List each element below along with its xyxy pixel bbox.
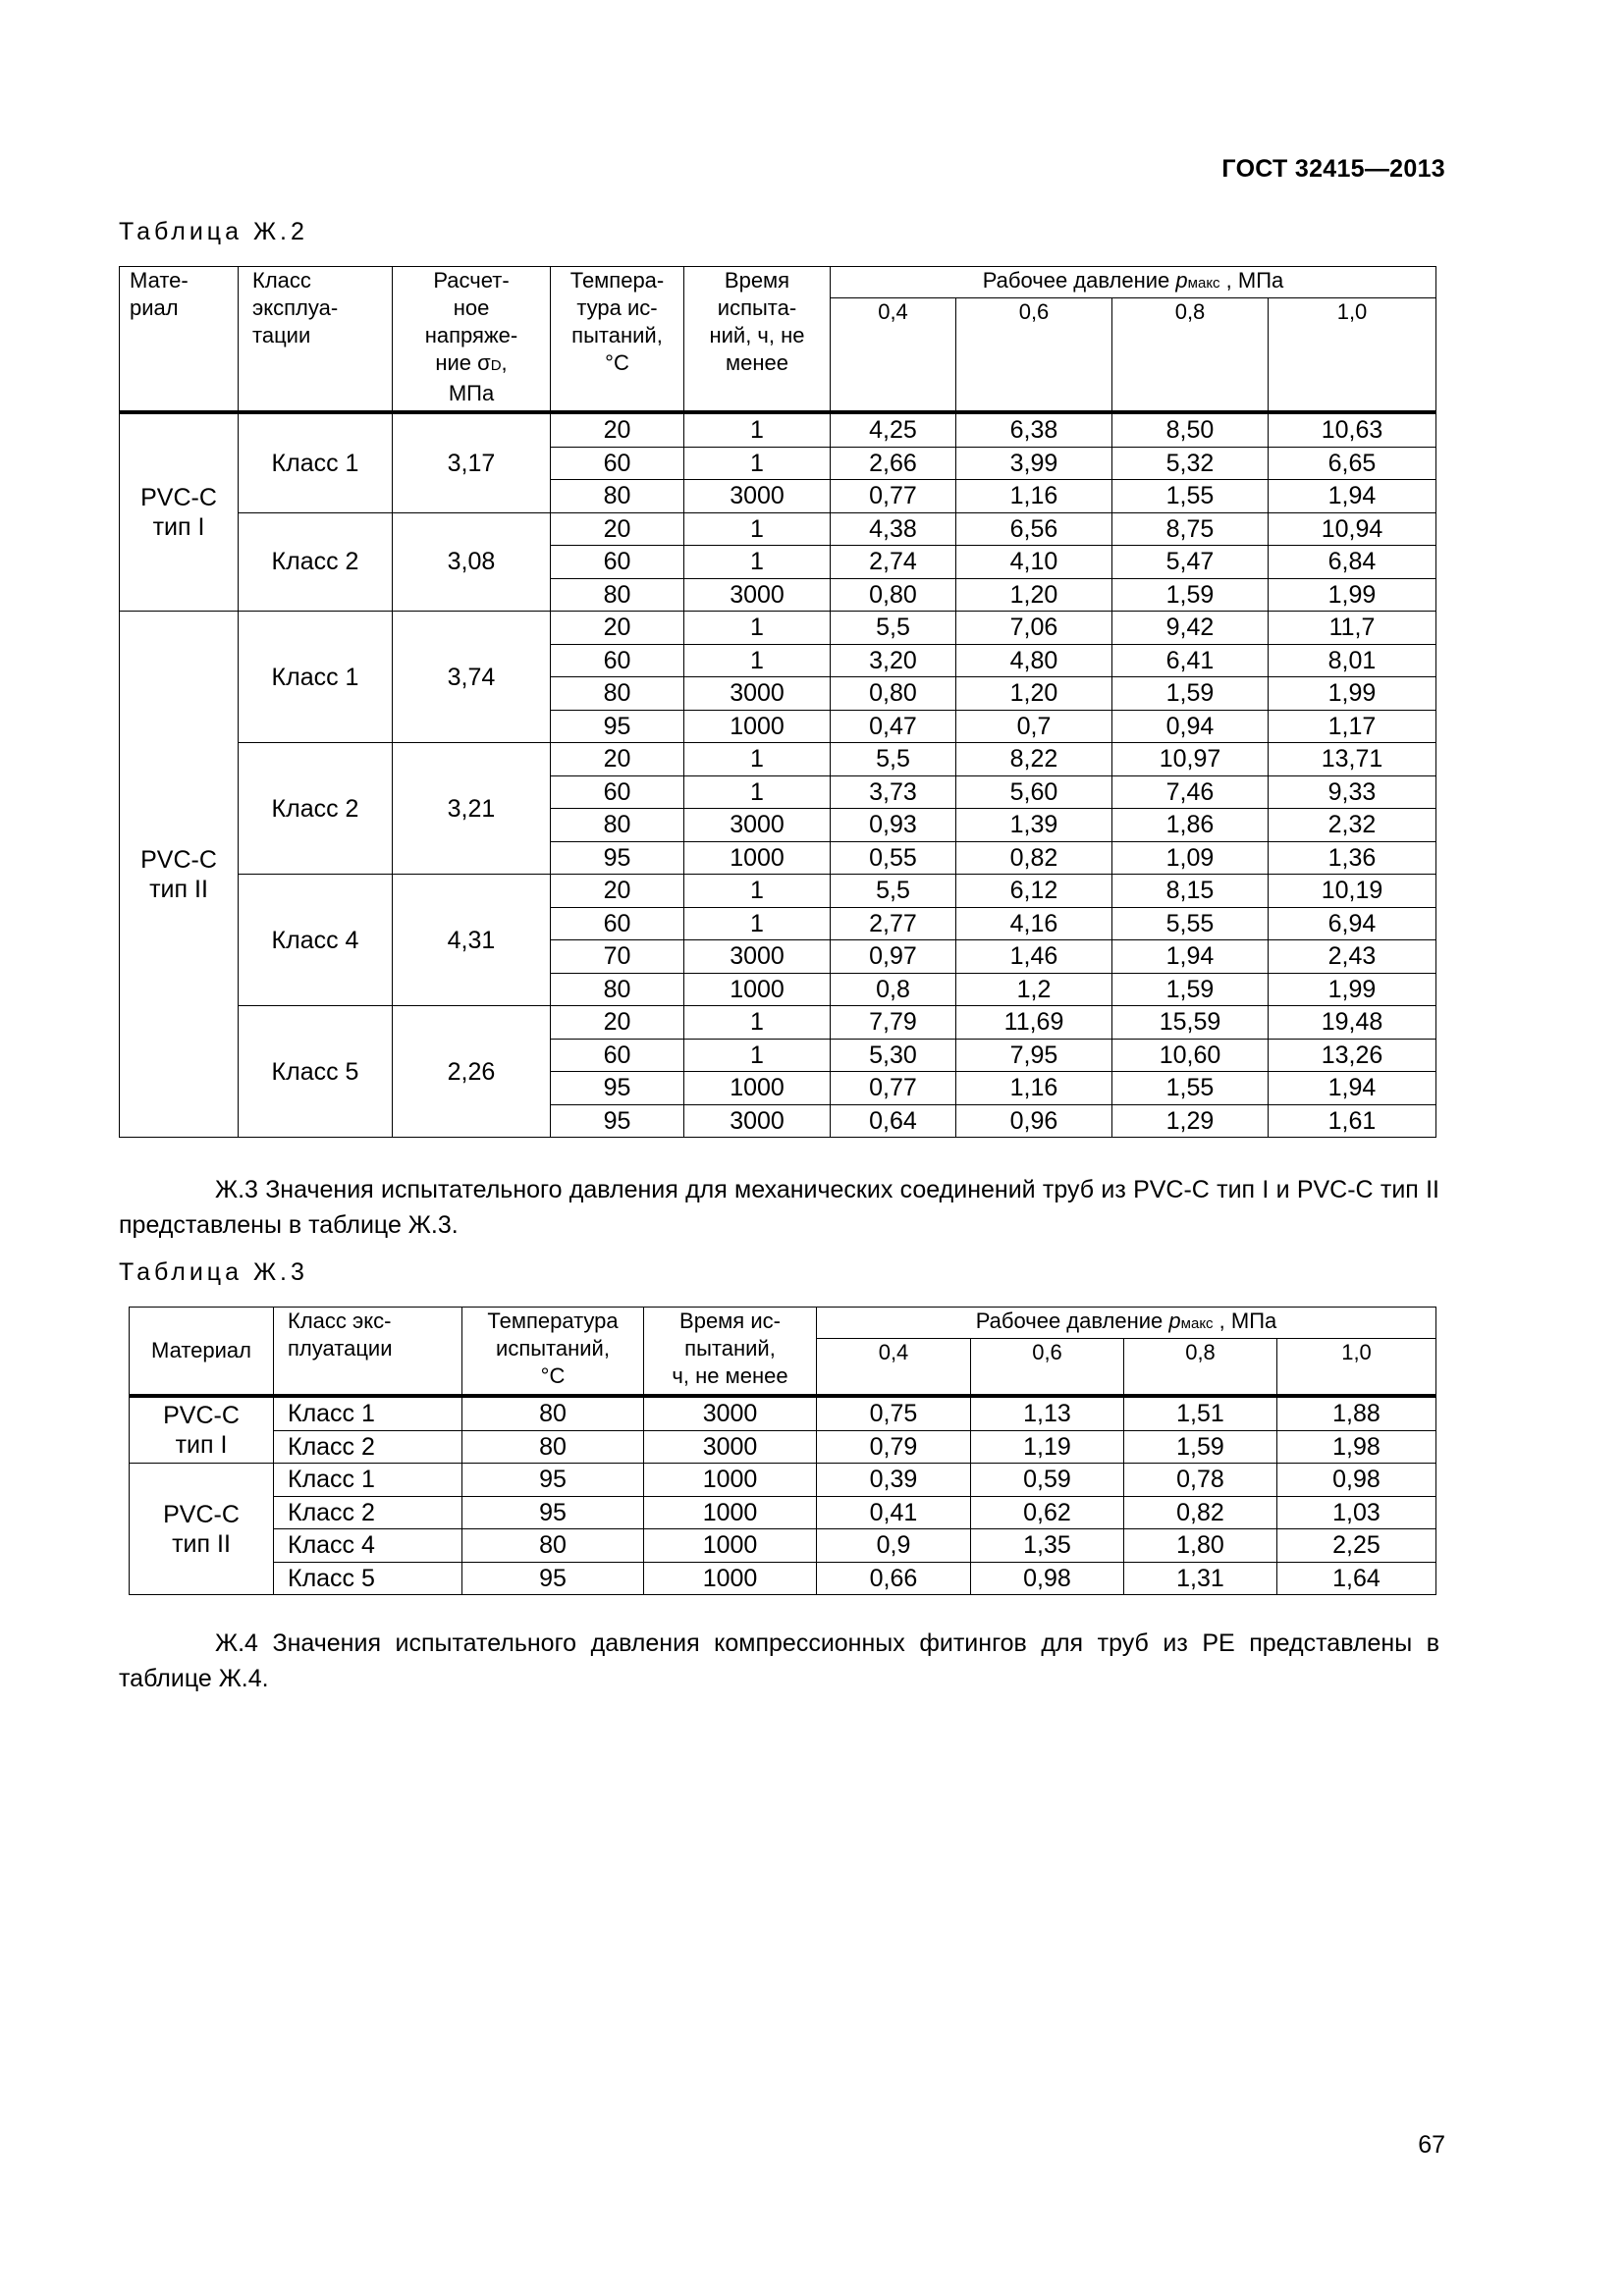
t2-value-cell: 4,10 — [956, 546, 1112, 579]
table-row — [130, 1396, 1436, 1430]
t2-value-cell: 0,47 — [831, 710, 956, 743]
t2-header-p3: 1,0 — [1269, 298, 1436, 413]
t2-value-cell: 2,43 — [1269, 940, 1436, 974]
t3-value-cell: 95 — [462, 1496, 644, 1529]
t2-value-cell: 3,73 — [831, 775, 956, 809]
t3-header-time: Время ис- пытаний, ч, не менее — [644, 1308, 817, 1397]
t2-value-cell: 20 — [551, 875, 684, 908]
t2-value-cell: 1 — [684, 875, 831, 908]
t3-value-cell: 0,98 — [1277, 1464, 1436, 1497]
t2-value-cell: 20 — [551, 612, 684, 645]
t2-value-cell: 1,94 — [1269, 1072, 1436, 1105]
material-label: PVC-C тип I — [163, 1402, 240, 1459]
t2-value-cell: 1,55 — [1112, 480, 1269, 513]
t2-class-cell: Класс 4 — [239, 875, 393, 1006]
paragraph-zh4: Ж.4 Значения испытательного давления компрессионных фитингов для труб из PE представлены в таблице Ж.4. — [119, 1629, 1439, 1692]
table3-caption: Таблица Ж.3 — [119, 1258, 308, 1286]
t3-class-cell: Класс 1 — [274, 1396, 462, 1430]
t2-value-cell: 1 — [684, 512, 831, 546]
t2-value-cell: 1,94 — [1269, 480, 1436, 513]
t2-value-cell: 60 — [551, 644, 684, 677]
t2-value-cell: 2,74 — [831, 546, 956, 579]
t2-value-cell: 1,59 — [1112, 973, 1269, 1006]
t2-value-cell: 5,55 — [1112, 907, 1269, 940]
table-row — [130, 1464, 1436, 1497]
material-label: PVC-C тип II — [163, 1500, 240, 1558]
t2-value-cell: 5,5 — [831, 612, 956, 645]
t2-value-cell: 1,55 — [1112, 1072, 1269, 1105]
t2-value-cell: 80 — [551, 809, 684, 842]
t2-value-cell: 2,77 — [831, 907, 956, 940]
t2-stress-cell: 3,21 — [393, 743, 551, 875]
t2-value-cell: 10,63 — [1269, 412, 1436, 447]
table-row — [120, 412, 1436, 447]
table-row — [120, 743, 1436, 776]
t2-header-p0: 0,4 — [831, 298, 956, 413]
t3-value-cell: 0,75 — [817, 1396, 971, 1430]
t2-value-cell: 20 — [551, 743, 684, 776]
t2-value-cell: 95 — [551, 841, 684, 875]
t2-value-cell: 95 — [551, 710, 684, 743]
t2-value-cell: 8,01 — [1269, 644, 1436, 677]
t2-value-cell: 1 — [684, 447, 831, 480]
t2-value-cell: 80 — [551, 480, 684, 513]
t2-value-cell: 6,12 — [956, 875, 1112, 908]
t3-material-cell — [130, 1396, 274, 1464]
t2-class-cell: Класс 2 — [239, 743, 393, 875]
t2-value-cell: 8,15 — [1112, 875, 1269, 908]
t2-value-cell: 3000 — [684, 480, 831, 513]
t2-value-cell: 1,94 — [1112, 940, 1269, 974]
t2-value-cell: 2,66 — [831, 447, 956, 480]
t3-value-cell: 2,25 — [1277, 1529, 1436, 1563]
t3-value-cell: 1000 — [644, 1529, 817, 1563]
t2-value-cell: 0,77 — [831, 480, 956, 513]
t2-value-cell: 1,46 — [956, 940, 1112, 974]
t3-value-cell: 1,03 — [1277, 1496, 1436, 1529]
t2-value-cell: 1,59 — [1112, 677, 1269, 711]
t2-value-cell: 0,96 — [956, 1104, 1112, 1138]
t2-value-cell: 1,29 — [1112, 1104, 1269, 1138]
t3-value-cell: 3000 — [644, 1396, 817, 1430]
t2-value-cell: 19,48 — [1269, 1006, 1436, 1040]
t2-value-cell: 11,7 — [1269, 612, 1436, 645]
table-row — [130, 1430, 1436, 1464]
t2-value-cell: 1,16 — [956, 1072, 1112, 1105]
t2-value-cell: 15,59 — [1112, 1006, 1269, 1040]
t3-value-cell: 1,64 — [1277, 1562, 1436, 1595]
t2-value-cell: 9,33 — [1269, 775, 1436, 809]
t2-value-cell: 3,99 — [956, 447, 1112, 480]
t3-value-cell: 0,79 — [817, 1430, 971, 1464]
t2-value-cell: 80 — [551, 973, 684, 1006]
t2-value-cell: 5,5 — [831, 743, 956, 776]
t3-value-cell: 0,9 — [817, 1529, 971, 1563]
t2-value-cell: 3000 — [684, 809, 831, 842]
t2-material-cell — [120, 412, 239, 612]
t2-value-cell: 10,19 — [1269, 875, 1436, 908]
t2-value-cell: 4,16 — [956, 907, 1112, 940]
t2-value-cell: 3000 — [684, 677, 831, 711]
t2-value-cell: 8,50 — [1112, 412, 1269, 447]
t2-value-cell: 3,20 — [831, 644, 956, 677]
t3-value-cell: 1000 — [644, 1496, 817, 1529]
table-row — [130, 1529, 1436, 1563]
t2-header-p2: 0,8 — [1112, 298, 1269, 413]
t2-stress-cell: 4,31 — [393, 875, 551, 1006]
t2-value-cell: 1 — [684, 907, 831, 940]
t2-value-cell: 1,20 — [956, 677, 1112, 711]
table-row — [130, 1496, 1436, 1529]
t3-value-cell: 0,98 — [971, 1562, 1124, 1595]
table-zh2 — [119, 266, 1436, 1138]
t3-value-cell: 1,98 — [1277, 1430, 1436, 1464]
t3-header-p3: 1,0 — [1277, 1339, 1436, 1397]
t2-value-cell: 1,99 — [1269, 677, 1436, 711]
material-label: PVC-C тип I — [140, 484, 217, 541]
t3-value-cell: 80 — [462, 1430, 644, 1464]
t2-value-cell: 1 — [684, 546, 831, 579]
t2-value-cell: 95 — [551, 1072, 684, 1105]
t2-value-cell: 20 — [551, 512, 684, 546]
t2-value-cell: 1,39 — [956, 809, 1112, 842]
t2-value-cell: 9,42 — [1112, 612, 1269, 645]
t3-header-material: Материал — [130, 1308, 274, 1397]
t2-value-cell: 1,99 — [1269, 578, 1436, 612]
t2-header-material: Мате- риал — [120, 267, 239, 413]
t3-header-class: Класс экс- плуатации — [274, 1308, 462, 1397]
table-row — [120, 612, 1436, 645]
t2-value-cell: 4,38 — [831, 512, 956, 546]
t3-value-cell: 1,31 — [1124, 1562, 1277, 1595]
t2-value-cell: 7,06 — [956, 612, 1112, 645]
t2-value-cell: 0,82 — [956, 841, 1112, 875]
t2-value-cell: 80 — [551, 578, 684, 612]
t2-value-cell: 6,84 — [1269, 546, 1436, 579]
t2-value-cell: 1,09 — [1112, 841, 1269, 875]
t2-header-stress: Расчет- ное напряже- ние σD, МПа — [393, 267, 551, 413]
t3-value-cell: 0,39 — [817, 1464, 971, 1497]
t2-value-cell: 3000 — [684, 940, 831, 974]
t2-value-cell: 80 — [551, 677, 684, 711]
t3-class-cell: Класс 5 — [274, 1562, 462, 1595]
t2-value-cell: 6,65 — [1269, 447, 1436, 480]
t2-value-cell: 20 — [551, 412, 684, 447]
t2-value-cell: 5,60 — [956, 775, 1112, 809]
t2-value-cell: 6,56 — [956, 512, 1112, 546]
t2-value-cell: 0,55 — [831, 841, 956, 875]
t2-value-cell: 1 — [684, 1039, 831, 1072]
t2-header-p1: 0,6 — [956, 298, 1112, 413]
t3-header-p2: 0,8 — [1124, 1339, 1277, 1397]
t2-value-cell: 3000 — [684, 578, 831, 612]
t2-value-cell: 11,69 — [956, 1006, 1112, 1040]
t2-value-cell: 7,79 — [831, 1006, 956, 1040]
t3-value-cell: 1,80 — [1124, 1529, 1277, 1563]
t2-value-cell: 60 — [551, 907, 684, 940]
t2-value-cell: 1,17 — [1269, 710, 1436, 743]
t2-header-pressure: Рабочее давление рмакс , МПа — [831, 267, 1436, 298]
t2-value-cell: 13,71 — [1269, 743, 1436, 776]
t3-header-p1: 0,6 — [971, 1339, 1124, 1397]
t3-value-cell: 80 — [462, 1529, 644, 1563]
t2-value-cell: 8,75 — [1112, 512, 1269, 546]
t2-value-cell: 0,97 — [831, 940, 956, 974]
t2-value-cell: 4,25 — [831, 412, 956, 447]
t3-value-cell: 1000 — [644, 1464, 817, 1497]
t2-stress-cell: 2,26 — [393, 1006, 551, 1138]
t2-value-cell: 10,94 — [1269, 512, 1436, 546]
t2-value-cell: 4,80 — [956, 644, 1112, 677]
t2-stress-cell: 3,08 — [393, 512, 551, 612]
t2-class-cell: Класс 2 — [239, 512, 393, 612]
t2-value-cell: 2,32 — [1269, 809, 1436, 842]
t2-value-cell: 1 — [684, 775, 831, 809]
document-id: ГОСТ 32415—2013 — [1221, 155, 1445, 183]
t2-value-cell: 60 — [551, 546, 684, 579]
t2-value-cell: 5,5 — [831, 875, 956, 908]
t2-value-cell: 1000 — [684, 1072, 831, 1105]
t3-value-cell: 0,78 — [1124, 1464, 1277, 1497]
t2-value-cell: 60 — [551, 447, 684, 480]
material-label: PVC-C тип II — [140, 845, 217, 903]
t2-body — [120, 412, 1436, 1138]
table-row — [120, 1006, 1436, 1040]
t2-value-cell: 6,38 — [956, 412, 1112, 447]
t2-material-cell — [120, 612, 239, 1138]
paragraph-zh3: Ж.3 Значения испытательного давления для механических соединений труб из PVC-C тип I и PVC-C тип II представлены в таблице Ж.3. — [119, 1176, 1439, 1239]
t3-header-p0: 0,4 — [817, 1339, 971, 1397]
t3-value-cell: 95 — [462, 1464, 644, 1497]
t2-value-cell: 1,99 — [1269, 973, 1436, 1006]
t3-value-cell: 80 — [462, 1396, 644, 1430]
t3-value-cell: 1,59 — [1124, 1430, 1277, 1464]
t3-value-cell: 1,35 — [971, 1529, 1124, 1563]
t3-value-cell: 0,66 — [817, 1562, 971, 1595]
t2-value-cell: 0,77 — [831, 1072, 956, 1105]
t2-value-cell: 60 — [551, 775, 684, 809]
t2-value-cell: 70 — [551, 940, 684, 974]
t2-stress-cell: 3,74 — [393, 612, 551, 743]
t2-stress-cell: 3,17 — [393, 412, 551, 512]
t2-value-cell: 1,16 — [956, 480, 1112, 513]
t2-value-cell: 1,61 — [1269, 1104, 1436, 1138]
t3-header-pressure: Рабочее давление рмакс , МПа — [817, 1308, 1436, 1339]
t2-value-cell: 0,7 — [956, 710, 1112, 743]
t2-header-time: Время испыта- ний, ч, не менее — [684, 267, 831, 413]
t2-value-cell: 0,80 — [831, 578, 956, 612]
t2-value-cell: 1 — [684, 743, 831, 776]
t3-value-cell: 3000 — [644, 1430, 817, 1464]
t2-class-cell: Класс 1 — [239, 612, 393, 743]
t2-value-cell: 0,93 — [831, 809, 956, 842]
t2-value-cell: 60 — [551, 1039, 684, 1072]
table-row — [120, 875, 1436, 908]
t3-class-cell: Класс 4 — [274, 1529, 462, 1563]
t2-value-cell: 1,36 — [1269, 841, 1436, 875]
t3-value-cell: 1,13 — [971, 1396, 1124, 1430]
t2-value-cell: 1000 — [684, 973, 831, 1006]
t2-value-cell: 1 — [684, 644, 831, 677]
t2-value-cell: 1,86 — [1112, 809, 1269, 842]
t2-value-cell: 1000 — [684, 841, 831, 875]
table-row — [130, 1562, 1436, 1595]
t3-body — [130, 1396, 1436, 1595]
t3-value-cell: 95 — [462, 1562, 644, 1595]
t2-header-class: Класс эксплуа- тации — [239, 267, 393, 413]
t3-value-cell: 0,59 — [971, 1464, 1124, 1497]
table2-caption: Таблица Ж.2 — [119, 218, 308, 245]
t2-value-cell: 0,94 — [1112, 710, 1269, 743]
t3-value-cell: 1,51 — [1124, 1396, 1277, 1430]
t2-value-cell: 8,22 — [956, 743, 1112, 776]
t2-value-cell: 3000 — [684, 1104, 831, 1138]
table-row — [120, 512, 1436, 546]
t2-value-cell: 6,41 — [1112, 644, 1269, 677]
t3-value-cell: 1,88 — [1277, 1396, 1436, 1430]
t2-value-cell: 5,30 — [831, 1039, 956, 1072]
t2-value-cell: 1,2 — [956, 973, 1112, 1006]
t3-class-cell: Класс 2 — [274, 1496, 462, 1529]
t2-value-cell: 13,26 — [1269, 1039, 1436, 1072]
t2-value-cell: 0,8 — [831, 973, 956, 1006]
t2-value-cell: 0,80 — [831, 677, 956, 711]
t2-value-cell: 5,47 — [1112, 546, 1269, 579]
t2-value-cell: 20 — [551, 1006, 684, 1040]
t3-value-cell: 0,41 — [817, 1496, 971, 1529]
t2-value-cell: 7,95 — [956, 1039, 1112, 1072]
t3-value-cell: 1000 — [644, 1562, 817, 1595]
t2-value-cell: 1 — [684, 1006, 831, 1040]
t2-value-cell: 7,46 — [1112, 775, 1269, 809]
t2-value-cell: 1000 — [684, 710, 831, 743]
t2-class-cell: Класс 5 — [239, 1006, 393, 1138]
page-number: 67 — [1418, 2131, 1445, 2159]
t3-value-cell: 0,62 — [971, 1496, 1124, 1529]
t2-value-cell: 1 — [684, 612, 831, 645]
table-zh3 — [129, 1307, 1436, 1595]
t2-value-cell: 0,64 — [831, 1104, 956, 1138]
t2-value-cell: 10,60 — [1112, 1039, 1269, 1072]
t2-value-cell: 95 — [551, 1104, 684, 1138]
t3-material-cell — [130, 1464, 274, 1595]
t3-value-cell: 1,19 — [971, 1430, 1124, 1464]
t2-header-temp: Темпера- тура ис- пытаний, °С — [551, 267, 684, 413]
t2-value-cell: 1,59 — [1112, 578, 1269, 612]
t2-value-cell: 1,20 — [956, 578, 1112, 612]
t2-value-cell: 10,97 — [1112, 743, 1269, 776]
t2-class-cell: Класс 1 — [239, 412, 393, 512]
t3-class-cell: Класс 1 — [274, 1464, 462, 1497]
t3-value-cell: 0,82 — [1124, 1496, 1277, 1529]
t3-header-temp: Температура испытаний, °С — [462, 1308, 644, 1397]
t2-value-cell: 5,32 — [1112, 447, 1269, 480]
t3-class-cell: Класс 2 — [274, 1430, 462, 1464]
t2-value-cell: 6,94 — [1269, 907, 1436, 940]
t2-value-cell: 1 — [684, 412, 831, 447]
